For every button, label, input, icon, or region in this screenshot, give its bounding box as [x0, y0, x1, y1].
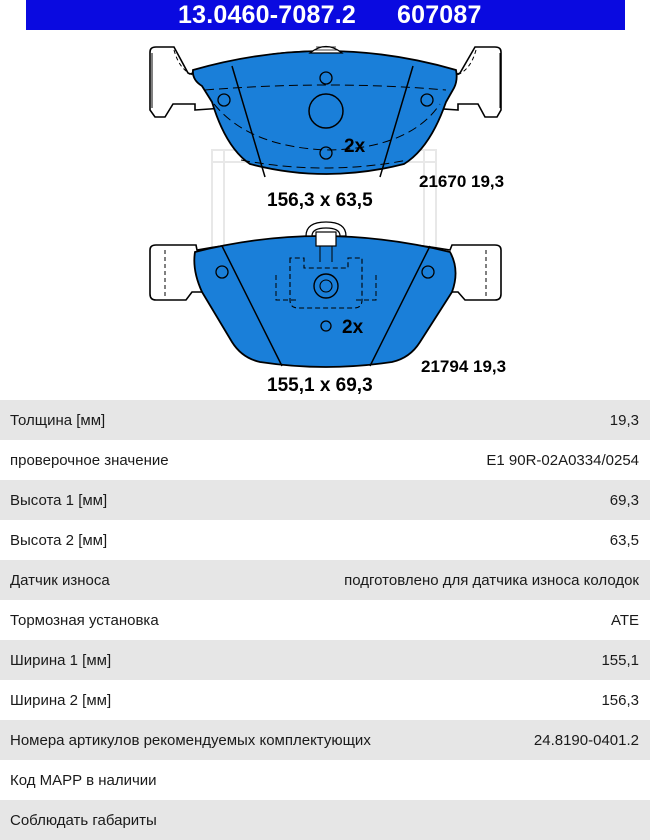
- spec-row: [0, 560, 650, 600]
- specs-table: [0, 400, 650, 840]
- spec-row: [0, 680, 650, 720]
- spec-row: [0, 720, 650, 760]
- header-bar: [26, 0, 625, 30]
- brake-pad-drawing: [0, 30, 650, 400]
- spec-label: проверочное значение: [10, 451, 169, 469]
- spec-value: 19,3: [609, 411, 639, 429]
- spec-row: [0, 480, 650, 520]
- spec-value: ATE: [610, 611, 639, 629]
- spec-value: подготовлено для датчика износа колодок: [344, 571, 639, 589]
- spec-label: Высота 2 [мм]: [10, 531, 108, 549]
- brake-pad-2: [150, 222, 501, 367]
- pad2-code: 21794 19,3: [421, 357, 507, 376]
- spec-row: [0, 800, 650, 840]
- pad1-dimensions: 156,3 x 63,5: [267, 190, 373, 211]
- spec-value: E1 90R-02A0334/0254: [486, 451, 639, 469]
- pad1-code: 21670 19,3: [419, 172, 505, 191]
- spec-value: 156,3: [601, 691, 639, 709]
- part-number: 13.0460-7087.2: [178, 1, 356, 29]
- spec-row: [0, 440, 650, 480]
- spec-label: Код MAPP в наличии: [10, 771, 157, 789]
- spec-row: [0, 600, 650, 640]
- spec-label: Ширина 1 [мм]: [10, 651, 112, 669]
- spec-label: Соблюдать габариты: [10, 811, 157, 829]
- pad2-dimensions: 155,1 x 69,3: [267, 375, 373, 396]
- spec-label: Датчик износа: [10, 571, 110, 589]
- short-part-number: 607087: [397, 1, 482, 29]
- spec-row: [0, 760, 650, 800]
- spec-row: [0, 640, 650, 680]
- spec-value: 69,3: [609, 491, 639, 509]
- spec-value: 24.8190-0401.2: [533, 731, 639, 749]
- spec-value: 155,1: [601, 651, 639, 669]
- brake-pad-1: [150, 47, 501, 178]
- spec-label: Ширина 2 [мм]: [10, 691, 112, 709]
- spec-row: [0, 400, 650, 440]
- pad1-quantity: 2x: [344, 136, 366, 157]
- spec-row: [0, 520, 650, 560]
- spec-label: Тормозная установка: [10, 611, 159, 629]
- pad2-quantity: 2x: [342, 317, 364, 338]
- spec-label: Толщина [мм]: [10, 411, 106, 429]
- spec-label: Высота 1 [мм]: [10, 491, 108, 509]
- spec-value: 63,5: [609, 531, 639, 549]
- spec-label: Номера артикулов рекомендуемых комплектующих: [10, 731, 371, 749]
